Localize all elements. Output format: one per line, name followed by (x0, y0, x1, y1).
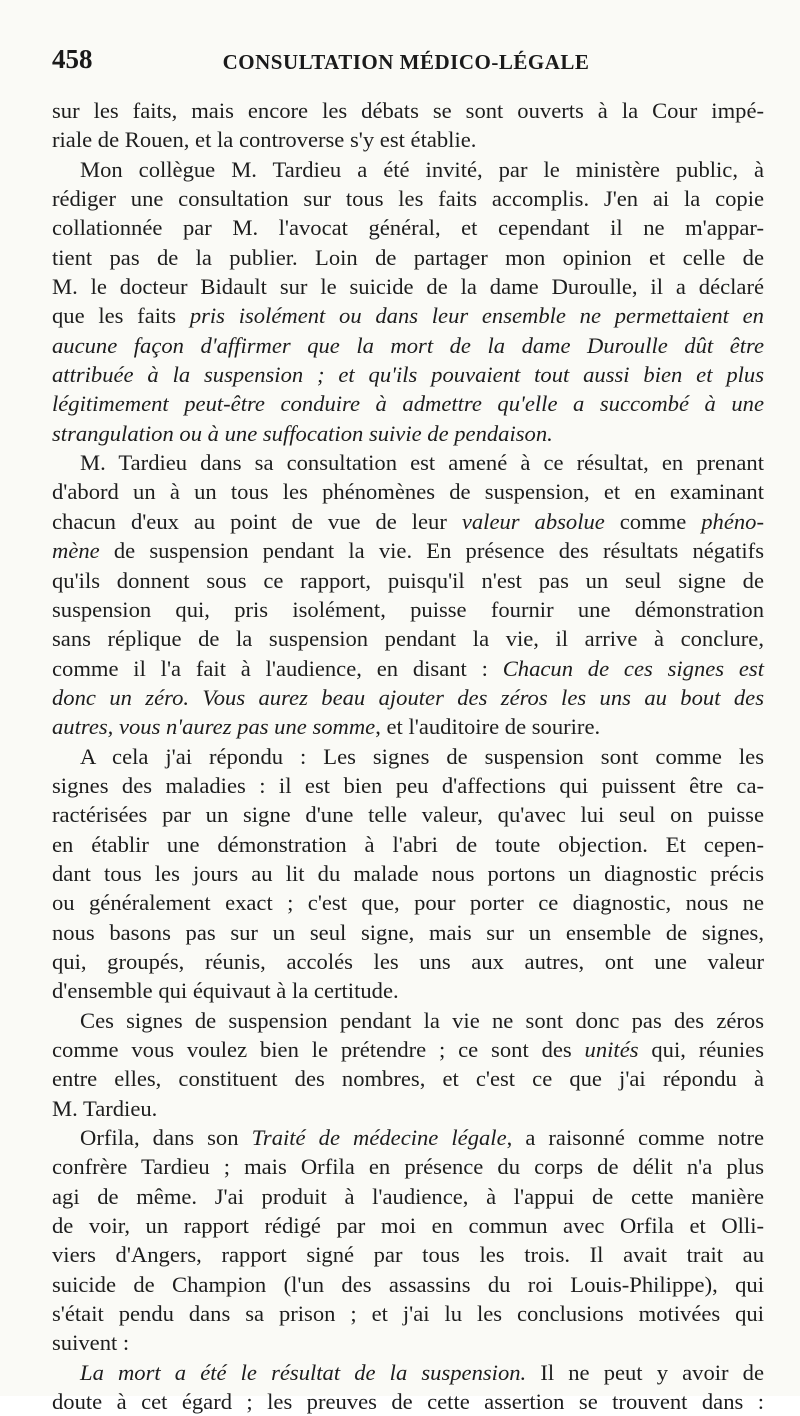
text-line: nous basons pas sur un seul signe, mais sur un ensemble de signes, (52, 919, 764, 945)
text-line: comme il l'a fait à l'audience, en disant : Chacun de ces signes est (52, 655, 764, 681)
page-number: 458 (52, 44, 93, 74)
italic-phrase: Traité de médecine légale (251, 1125, 507, 1151)
text-line: sur les faits, mais encore les débats se sont ouverts à la Cour impé- (52, 98, 764, 123)
text-line: autres, vous n'aurez pas une somme, et l'auditoire de sourire. (52, 714, 601, 740)
text-line: mène de suspension pendant la vie. En présence des résultats négatifs (52, 538, 764, 564)
text-line: d'ensemble qui équivaut à la certitude. (52, 978, 399, 1004)
text-line: signes des maladies : il est bien peu d'affections qui puissent être ca- (52, 772, 764, 798)
text-line: entre elles, constituent des nombres, et c'est ce que j'ai répondu à (52, 1066, 764, 1092)
text-line: d'abord un à un tous les phénomènes de suspension, et en examinant (52, 479, 764, 505)
text-line: qu'ils donnent sous ce rapport, puisqu'il n'est pas un seul signe de (52, 567, 764, 593)
text-line: Orfila, dans son Traité de médecine légale, a raisonné comme notre (80, 1125, 764, 1151)
italic-phrase: autres, vous n'aurez pas une somme (52, 714, 376, 740)
text-line: tient pas de la publier. Loin de partager mon opinion et celle de (52, 244, 764, 270)
text-line: s'était pendu dans sa prison ; et j'ai lu les conclusions motivées qui (52, 1301, 764, 1327)
italic-phrase: valeur absolue (461, 508, 605, 534)
text-line: agi de même. J'ai produit à l'audience, à l'appui de cette manière (52, 1183, 764, 1209)
italic-phrase: Chacun de ces signes est (502, 655, 764, 681)
text-line: que les faits pris isolément ou dans leur ensemble ne permettaient en (52, 303, 764, 329)
text-line: riale de Rouen, et la controverse s'y est établie. (52, 127, 477, 153)
text-line: rédiger une consultation sur tous les faits accomplis. J'en ai la copie (52, 186, 764, 212)
text-line: qui, groupés, réunis, accolés les uns aux autres, ont une valeur (52, 948, 764, 974)
text-line: suivent : (52, 1330, 130, 1356)
text-line (52, 389, 764, 418)
italic-phrase: strangulation ou à une suffocation suivie de pendaison. (52, 420, 553, 446)
text-line: en établir une démonstration à l'abri de toute objection. Et cepen- (52, 831, 764, 857)
text-line: comme vous voulez bien le prétendre ; ce sont des unités qui, réunies (52, 1037, 764, 1062)
body-text (52, 96, 764, 1416)
italic-phrase: pris isolément ou dans leur ensemble ne permettaient en (189, 303, 764, 329)
text-line: confrère Tardieu ; mais Orfila en présence du corps de délit n'a plus (52, 1154, 764, 1180)
italic-phrase: donc un zéro. Vous aurez beau ajouter des zéros les uns au bout des (52, 684, 764, 710)
text-line: M. le docteur Bidault sur le suicide de la dame Duroulle, il a déclaré (52, 274, 764, 300)
italic-phrase: mène (52, 538, 100, 564)
page-header (52, 44, 760, 84)
italic-phrase: phéno- (701, 508, 764, 534)
text-line: ou généralement exact ; c'est que, pour porter ce diagnostic, nous ne (52, 890, 764, 916)
text-line: chacun d'eux au point de vue de leur valeur absolue comme phéno- (52, 508, 764, 534)
text-line: sans réplique de la suspension pendant la vie, il arrive à conclure, (52, 626, 764, 652)
italic-phrase: unités (584, 1037, 639, 1062)
text-line: viers d'Angers, rapport signé par tous les trois. Il avait trait au (52, 1242, 764, 1268)
text-line: collationnée par M. l'avocat général, et cependant il ne m'appar- (52, 215, 764, 241)
text-line: dant tous les jours au lit du malade nous portons un diagnostic précis (52, 860, 764, 886)
text-line: suicide de Champion (l'un des assassins du roi Louis-Philippe), qui (52, 1271, 764, 1297)
text-line: A cela j'ai répondu : Les signes de suspension sont comme les (80, 743, 764, 769)
text-line: suspension qui, pris isolément, puisse fournir une démonstration (52, 596, 764, 622)
text-line: M. Tardieu dans sa consultation est amené à ce résultat, en prenant (80, 450, 764, 476)
text-line (52, 360, 764, 389)
running-title: CONSULTATION MÉDICO-LÉGALE (222, 50, 590, 74)
text-line: Ces signes de suspension pendant la vie ne sont donc pas des zéros (80, 1007, 764, 1033)
text-line: ractérisées par un signe d'une telle valeur, qu'avec lui seul on puisse (52, 802, 764, 828)
italic-phrase: légitimement peut-être conduire à admettre qu'elle a succombé à une (52, 391, 764, 417)
text-line (52, 419, 764, 448)
text-line: M. Tardieu. (52, 1095, 158, 1121)
italic-phrase: attribuée à la suspension ; et qu'ils pouvaient tout aussi bien et plus (52, 362, 764, 388)
text-line (52, 683, 764, 712)
italic-phrase: La mort a été le résultat de la suspension. (80, 1359, 527, 1385)
text-line: Mon collègue M. Tardieu a été invité, par le ministère public, à (80, 156, 764, 182)
text-line (52, 331, 764, 360)
text-line: doute à cet égard ; les preuves de cette assertion se trouvent dans : (52, 1389, 764, 1415)
italic-phrase: aucune façon d'affirmer que la mort de la dame Duroulle dût être (52, 332, 764, 358)
text-line: de voir, un rapport rédigé par moi en commun avec Orfila et Olli- (52, 1213, 764, 1239)
text-line: La mort a été le résultat de la suspension. Il ne peut y avoir de (80, 1359, 764, 1385)
